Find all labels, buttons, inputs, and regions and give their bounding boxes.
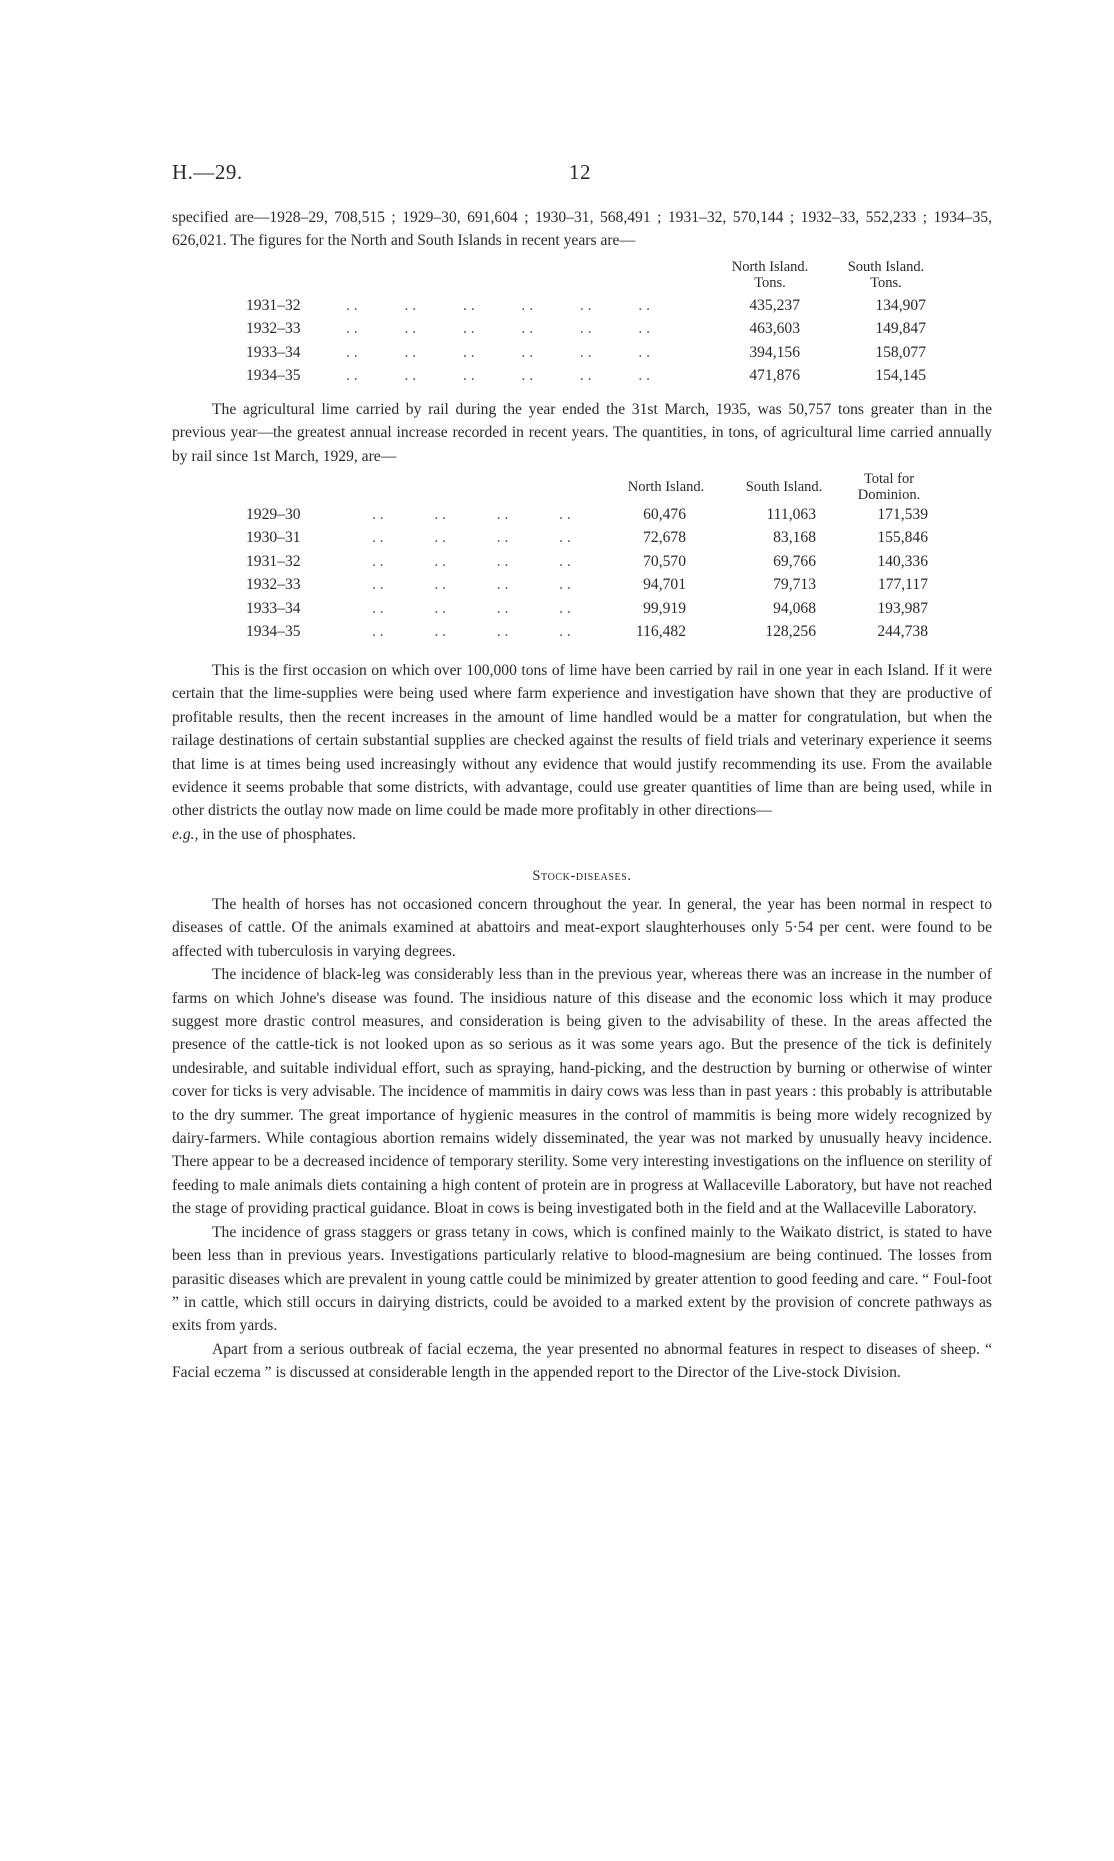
table-row: 1931–32 . . . . . . . . 70,570 69,766 140,336 [246, 552, 928, 570]
lime-text: The agricultural lime carried by rail during the year ended the 31st March, 1935, was 50,757 tons greater than in the previous year—the greatest annual increase recorded in recent years. The quantities, in tons, of agricultural lime carried annually by rail since 1st March, 1929, are— [172, 401, 992, 465]
table-row: 1930–31 . . . . . . . . 72,678 83,168 155,846 [246, 529, 928, 547]
paragraph-sheep: Apart from a serious outbreak of facial eczema, the year presented no abnormal features in respect to diseases of sheep. “ Facial eczema ” is discussed at considerable length in the appended report to the Director of the Live-stock Division. [172, 1340, 992, 1382]
table-row: 1932–33 . . . . . . . . 94,701 79,713 177,117 [246, 576, 928, 594]
paragraph-grass-staggers: The incidence of grass staggers or grass tetany in cows, which is confined mainly to the Waikato district, is stated to have been less than in previous years. Investigations particularly relative to blood-magnesium are being continued. The losses from parasitic diseases which are prevalent in young cattle could be minimized by greater attention to good feeding and care. “ Foul-foot ” in cattle, which still occurs in dairying districts, could be avoided to a marked extent by the provision of concrete pathways as exits from yards. [172, 1223, 992, 1335]
stock-diseases-section [172, 893, 992, 1385]
table2-header-total: Total for Dominion. [857, 471, 921, 503]
table-row: 1931–32 . . . . . . . . . . . . 435,237 134,907 [246, 297, 926, 314]
table1-header-north: North Island. Tons. [731, 259, 809, 291]
intro-paragraph [172, 206, 992, 253]
table-row: 1934–35 . . . . . . . . 116,482 128,256 244,738 [246, 622, 928, 640]
table-row: 1929–30 . . . . . . . . 60,476 111,063 171,539 [246, 506, 928, 523]
table-row: 1933–34 . . . . . . . . . . . . 394,156 158,077 [246, 343, 926, 361]
table1-header-south: South Island. Tons. [847, 259, 925, 291]
section-heading: Stock-diseases. [532, 868, 632, 884]
table-row: 1934–35 . . . . . . . . . . . . 471,876 154,145 [246, 367, 926, 385]
first-occasion-paragraph: This is the first occasion on which over 100,000 tons of lime have been carried by rail in one year in each Island. If it were certain that the lime-supplies were being used where farm experience and investigation have shown that they are productive of profitable results, then the recent increases in the amount of lime handled would be a matter for congratulation, but when the railage destinations of certain substantial supplies are checked against the results of field trials and veterinary experience it seems that lime is at times being used increasingly without any evidence that would justify recommending its use. From the available evidence it seems probable that some districts, with advantage, could use greater quantities of lime than are being used, while in other districts the outlay now made on lime could be made more profitably in other directions— e.g., in the use of phosphates. [172, 662, 992, 843]
intro-text: specified are—1928–29, 708,515 ; 1929–30, 691,604 ; 1930–31, 568,491 ; 1931–32, 570,144 ; 1932–33, 552,233 ; 1934–35, 626,021. The figures for the North and South Islands in recent years are— [172, 209, 992, 250]
table2-header-north: North Island. [627, 479, 705, 495]
page-number: 12 [569, 160, 591, 184]
lime-paragraph [172, 398, 992, 468]
table-row: 1933–34 . . . . . . . . 99,919 94,068 193,987 [246, 599, 928, 617]
table2-header-south: South Island. [745, 479, 823, 495]
paragraph-blackleg: The incidence of black-leg was considerably less than in the previous year, whereas there was an increase in the number of farms on which Johne's disease was found. The insidious nature of this disease and the economic loss which it may produce suggest more drastic control measures, and consideration is being given to the advisability of these. In the areas affected the presence of the cattle-tick is not looked upon as so serious as it was some years ago. But the presence of the tick is definitely undesirable, and suitable individual effort, such as spraying, hand-picking, and the destruction by burning or otherwise of winter cover for ticks is very advisable. The incidence of mammitis in dairy cows was less than in past years : this probably is attributable to the dry summer. The great importance of hygienic measures in the control of mammitis is being more widely recognized by dairy-farmers. While contagious abortion remains widely disseminated, the year was not marked by unusually heavy incidence. There appear to be a decreased incidence of temporary sterility. Some very interesting investigations on the influence on sterility of feeding to male animals diets containing a high content of protein are in progress at Wallaceville Laboratory, but have not reached the stage of providing practical guidance. Bloat in cows is being investigated both in the field and at the Wallaceville Laboratory. [172, 966, 992, 1218]
table-row: 1932–33 . . . . . . . . . . . . 463,603 149,847 [246, 320, 926, 338]
paragraph-horses: The health of horses has not occasioned concern throughout the year. In general, the year has been normal in respect to diseases of cattle. Of the animals examined at abattoirs and meat-export slaughterhouses only 5·54 per cent. were found to be affected with tuberculosis in varying degrees. [172, 896, 992, 960]
report-reference: H.—29. [172, 160, 243, 184]
